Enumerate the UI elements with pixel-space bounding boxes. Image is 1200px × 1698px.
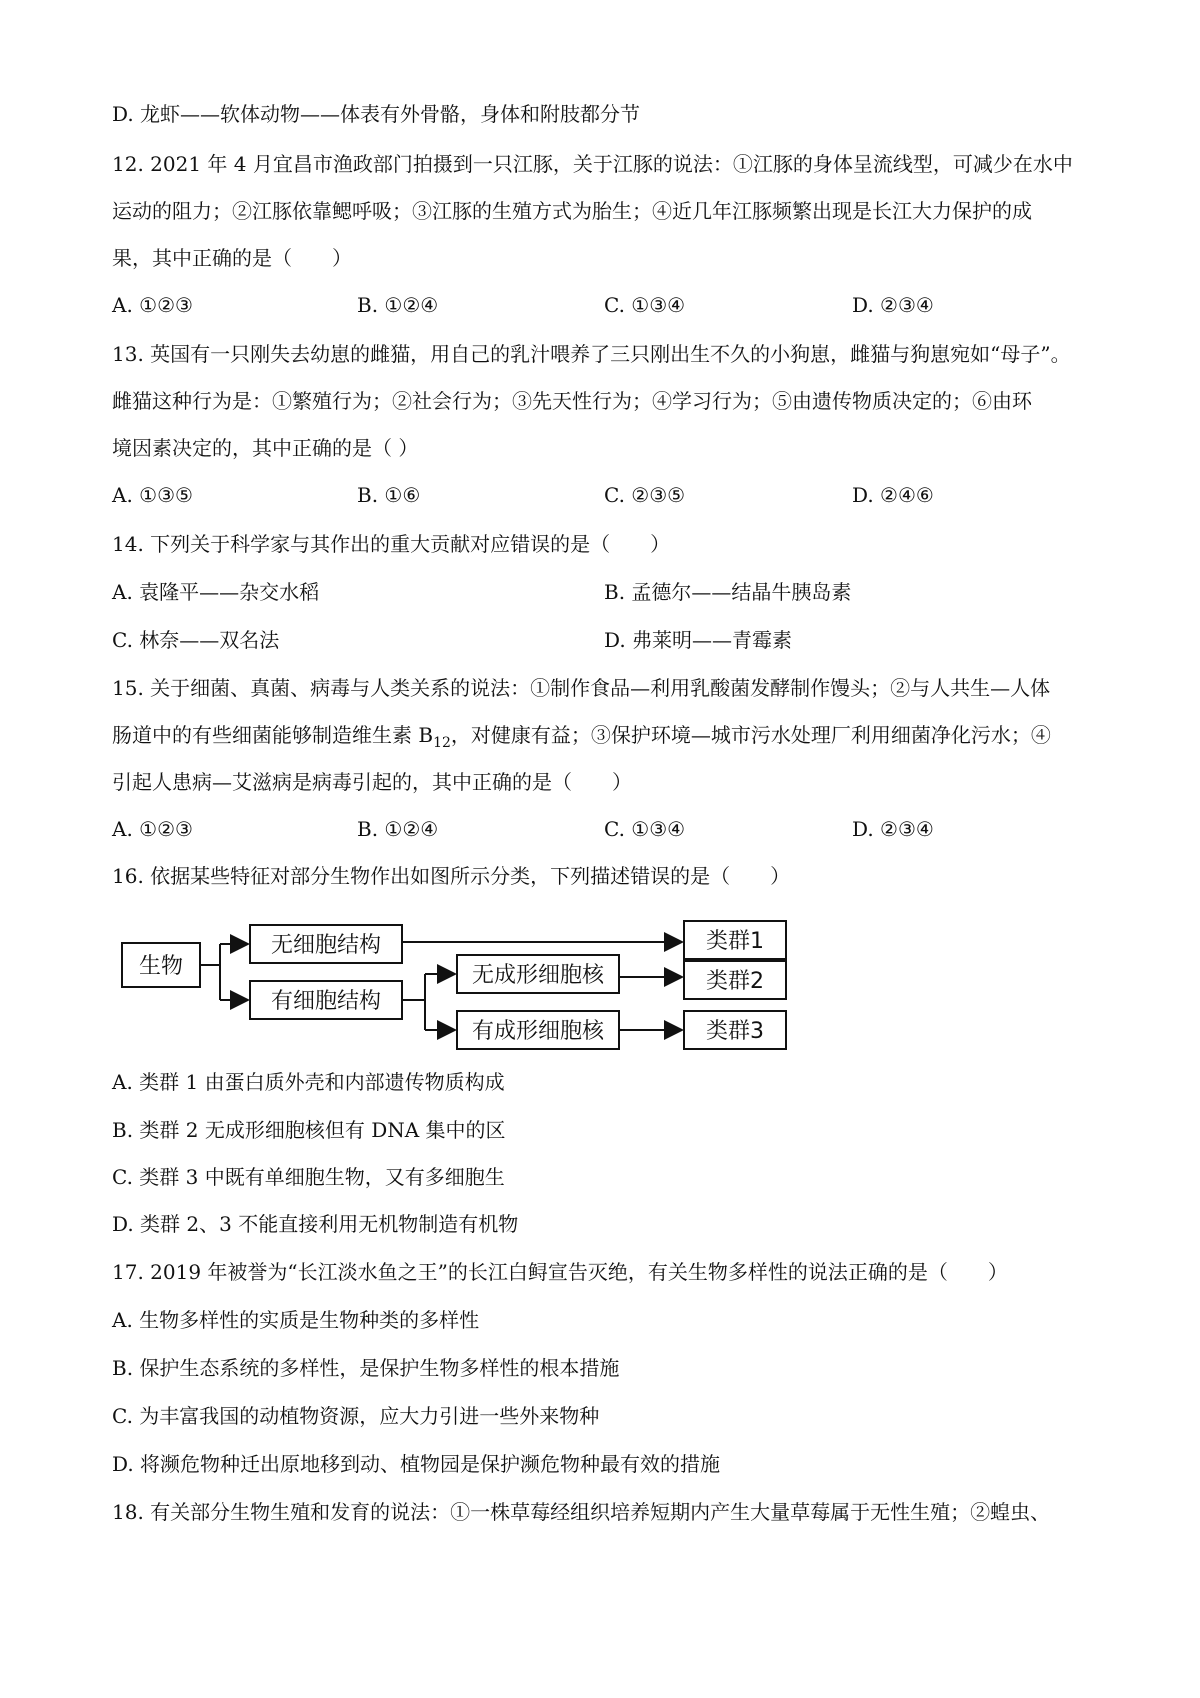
q13-option-c: C. ②③⑤ bbox=[604, 483, 686, 507]
q17-option-c: C. 为丰富我国的动植物资源，应大力引进一些外来物种 bbox=[112, 1404, 600, 1428]
q12-stem-3: 果，其中正确的是（ ） bbox=[112, 246, 352, 270]
classification-diagram bbox=[110, 905, 810, 1065]
q13-option-a: A. ①③⑤ bbox=[112, 483, 193, 507]
q12-option-c: C. ①③④ bbox=[604, 293, 686, 317]
q17-option-d: D. 将濒危物种迁出原地移到动、植物园是保护濒危物种最有效的措施 bbox=[112, 1452, 721, 1476]
root-label: 生物 bbox=[138, 954, 184, 979]
q13-stem-1: 13. 英国有一只刚失去幼崽的雌猫，用自己的乳汁喂养了三只刚出生不久的小狗崽，雌猫与狗崽宛如“母子”。 bbox=[112, 342, 1071, 366]
q14-option-d: D. 弗莱明——青霉素 bbox=[604, 628, 793, 652]
q16-option-d: D. 类群 2、3 不能直接利用无机物制造有机物 bbox=[112, 1212, 519, 1236]
q16-option-c: C. 类群 3 中既有单细胞生物，又有多细胞生 bbox=[112, 1165, 505, 1189]
group1-label: 类群1 bbox=[706, 929, 764, 954]
no-nucleus-label: 无成形细胞核 bbox=[471, 963, 605, 988]
q16-option-a: A. 类群 1 由蛋白质外壳和内部遗传物质构成 bbox=[112, 1070, 505, 1094]
group3-label: 类群3 bbox=[706, 1019, 764, 1044]
q14-stem: 14. 下列关于科学家与其作出的重大贡献对应错误的是（ ） bbox=[112, 532, 671, 556]
q16-stem: 16. 依据某些特征对部分生物作出如图所示分类，下列描述错误的是（ ） bbox=[112, 864, 791, 888]
q15-stem-2: 肠道中的有些细菌能够制造维生素 $B_{12}$，对健康有益；③保护环境—城市污水处理厂利用细菌净化污水；④ bbox=[112, 723, 1051, 751]
q13-stem-2: 雌猫这种行为是：①繁殖行为；②社会行为；③先天性行为；④学习行为；⑤由遗传物质决定的；⑥由环 bbox=[112, 389, 1032, 413]
q12-stem-1: 12. 2021 年 4 月宜昌市渔政部门拍摄到一只江豚，关于江豚的说法：①江豚的身体呈流线型，可减少在水中 bbox=[112, 152, 1073, 176]
group2-label: 类群2 bbox=[706, 969, 764, 994]
q13-stem-3: 境因素决定的，其中正确的是（ ） bbox=[112, 436, 419, 460]
q12-option-a: A. ①②③ bbox=[112, 293, 193, 317]
q14-option-b: B. 孟德尔——结晶牛胰岛素 bbox=[604, 580, 852, 604]
has-nucleus-label: 有成形细胞核 bbox=[471, 1019, 605, 1044]
has-cell-label: 有细胞结构 bbox=[270, 989, 382, 1014]
no-cell-label: 无细胞结构 bbox=[270, 933, 382, 958]
q12-stem-2: 运动的阻力；②江豚依靠鳃呼吸；③江豚的生殖方式为胎生；④近几年江豚频繁出现是长江大力保护的成 bbox=[112, 199, 1032, 223]
q15-option-a: A. ①②③ bbox=[112, 817, 193, 841]
q13-option-d: D. ②④⑥ bbox=[852, 483, 934, 507]
q15-subscript: 12 bbox=[433, 735, 451, 751]
q11-option-d: D. 龙虾——软体动物——体表有外骨骼，身体和附肢都分节 bbox=[112, 102, 641, 126]
q15-option-b: B. ①②④ bbox=[357, 817, 439, 841]
q12-option-d: D. ②③④ bbox=[852, 293, 934, 317]
q14-option-a: A. 袁隆平——杂交水稻 bbox=[112, 580, 320, 604]
q13-option-b: B. ①⑥ bbox=[357, 483, 421, 507]
q17-option-a: A. 生物多样性的实质是生物种类的多样性 bbox=[112, 1308, 480, 1332]
q15-stem-3: 引起人患病—艾滋病是病毒引起的，其中正确的是（ ） bbox=[112, 770, 632, 794]
q12-option-b: B. ①②④ bbox=[357, 293, 439, 317]
q18-stem: 18. 有关部分生物生殖和发育的说法：①一株草莓经组织培养短期内产生大量草莓属于无性生殖；②蝗虫、 bbox=[112, 1500, 1051, 1524]
q17-option-b: B. 保护生态系统的多样性，是保护生物多样性的根本措施 bbox=[112, 1356, 620, 1380]
q15-stem-1: 15. 关于细菌、真菌、病毒与人类关系的说法：①制作食品—利用乳酸菌发酵制作馒头；②与人共生—人体 bbox=[112, 676, 1051, 700]
q15-option-c: C. ①③④ bbox=[604, 817, 686, 841]
q15-option-d: D. ②③④ bbox=[852, 817, 934, 841]
q14-option-c: C. 林奈——双名法 bbox=[112, 628, 280, 652]
q16-option-b: B. 类群 2 无成形细胞核但有 DNA 集中的区 bbox=[112, 1118, 506, 1142]
q17-stem: 17. 2019 年被誉为“长江淡水鱼之王”的长江白鲟宣告灭绝，有关生物多样性的说法正确的是（ ） bbox=[112, 1260, 1008, 1284]
